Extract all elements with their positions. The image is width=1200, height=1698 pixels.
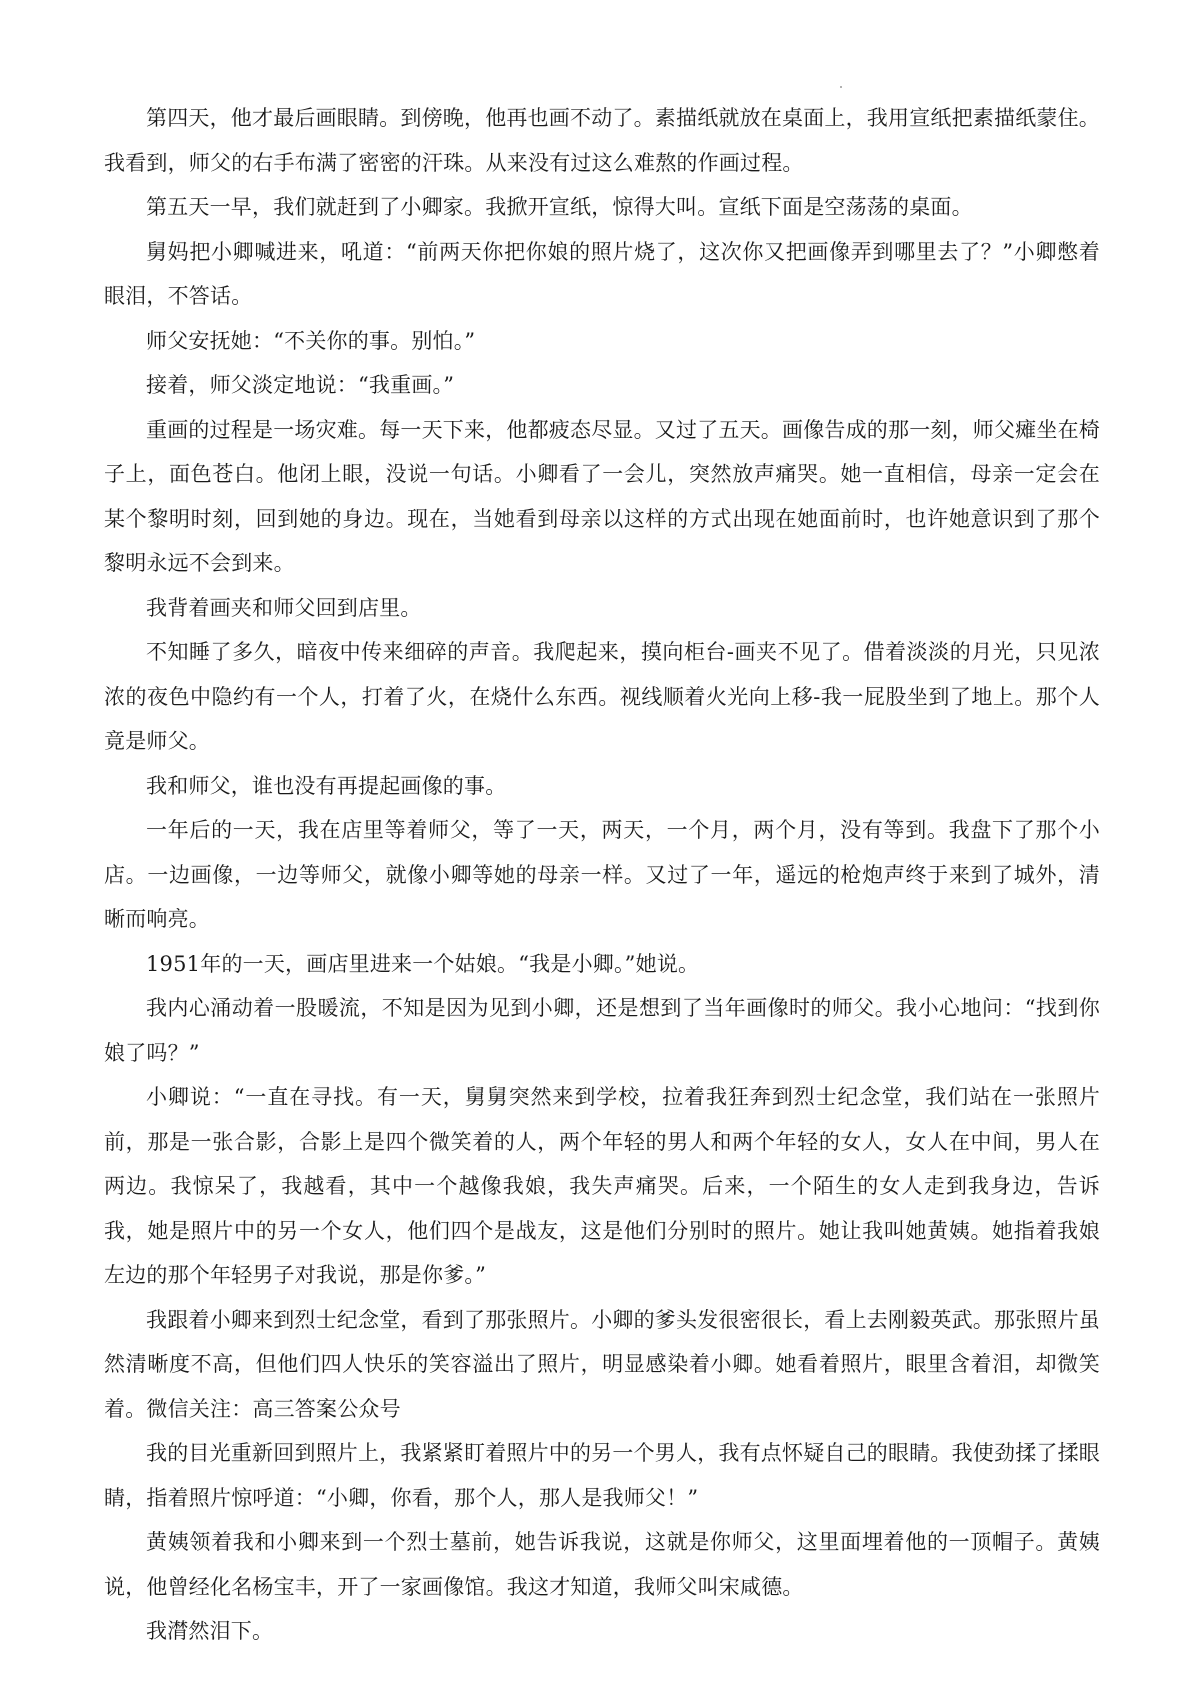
paragraph-16: 黄姨领着我和小卿来到一个烈士墓前，她告诉我说，这就是你师父，这里面埋着他的一顶帽子。黄姨说，他曾经化名杨宝丰，开了一家画像馆。我这才知道，我师父叫宋咸德。 (104, 1530, 1100, 1599)
paragraph-9: 我和师父，谁也没有再提起画像的事。 (146, 773, 507, 798)
paragraph-3: 舅妈把小卿喊进来，吼道：“前两天你把你娘的照片烧了，这次你又把画像弄到哪里去了？”小卿憋着眼泪，不答话。 (104, 239, 1100, 308)
paragraph-4: 师父安抚她：“不关你的事。别怕。” (146, 328, 476, 353)
paragraph-12: 我内心涌动着一股暖流，不知是因为见到小卿，还是想到了当年画像时的师父。我小心地问：“找到你娘了吗？” (104, 996, 1100, 1065)
paragraph-10: 一年后的一天，我在店里等着师父，等了一天，两天，一个月，两个月，没有等到。我盘下了那个小店。一边画像，一边等师父，就像小卿等她的母亲一样。又过了一年，遥远的枪炮声终于来到了城外，清晰而响亮。 (104, 818, 1100, 931)
paragraph-17: 我潸然泪下。 (146, 1619, 274, 1643)
paragraph-6: 重画的过程是一场灾难。每一天下来，他都疲态尽显。又过了五天。画像告成的那一刻，师父瘫坐在椅子上，面色苍白。他闭上眼，没说一句话。小卿看了一会儿，突然放声痛哭。她一直相信，母亲一定会在某个黎明时刻，回到她的身边。现在，当她看到母亲以这样的方式出现在她面前时，也许她意识到了那个黎明永远不会到来。 (104, 417, 1100, 575)
paragraph-1: 第四天，他才最后画眼睛。到傍晚，他再也画不动了。素描纸就放在桌面上，我用宣纸把素描纸蒙住。我看到，师父的右手布满了密密的汗珠。从来没有过这么难熬的作画过程。 (104, 106, 1100, 175)
scan-speck (840, 86, 842, 88)
paragraph-11: 1951年的一天，画店里进来一个姑娘。“我是小卿。”她说。 (146, 951, 700, 976)
paragraph-2: 第五天一早，我们就赶到了小卿家。我掀开宣纸，惊得大叫。宣纸下面是空荡荡的桌面。 (146, 195, 973, 219)
paragraph-15: 我的目光重新回到照片上，我紧紧盯着照片中的另一个男人，我有点怀疑自己的眼睛。我使劲揉了揉眼睛，指着照片惊呼道：“小卿，你看，那个人，那人是我师父！” (104, 1441, 1100, 1510)
paragraph-14: 我跟着小卿来到烈士纪念堂，看到了那张照片。小卿的爹头发很密很长，看上去刚毅英武。那张照片虽然清晰度不高，但他们四人快乐的笑容溢出了照片，明显感染着小卿。她看着照片，眼里含着泪，却微笑着。微信关注：高三答案公众号 (104, 1307, 1100, 1421)
paragraph-5: 接着，师父淡定地说：“我重画。” (146, 373, 455, 397)
paragraph-8: 不知睡了多久，暗夜中传来细碎的声音。我爬起来，摸向柜台-画夹不见了。借着淡淡的月光，只见浓浓的夜色中隐约有一个人，打着了火，在烧什么东西。视线顺着火光向上移-我一屁股坐到了地上。那个人竟是师父。 (104, 640, 1100, 753)
paragraph-13: 小卿说：“一直在寻找。有一天，舅舅突然来到学校，拉着我狂奔到烈士纪念堂，我们站在一张照片前，那是一张合影，合影上是四个微笑着的人，两个年轻的男人和两个年轻的女人，女人在中间，男人在两边。我惊呆了，我越看，其中一个越像我娘，我失声痛哭。后来，一个陌生的女人走到我身边，告诉我，她是照片中的另一个女人，他们四个是战友，这是他们分别时的照片。她让我叫她黄姨。她指着我娘左边的那个年轻男子对我说，那是你爹。” (104, 1085, 1100, 1287)
paragraph-7: 我背着画夹和师父回到店里。 (146, 595, 422, 620)
